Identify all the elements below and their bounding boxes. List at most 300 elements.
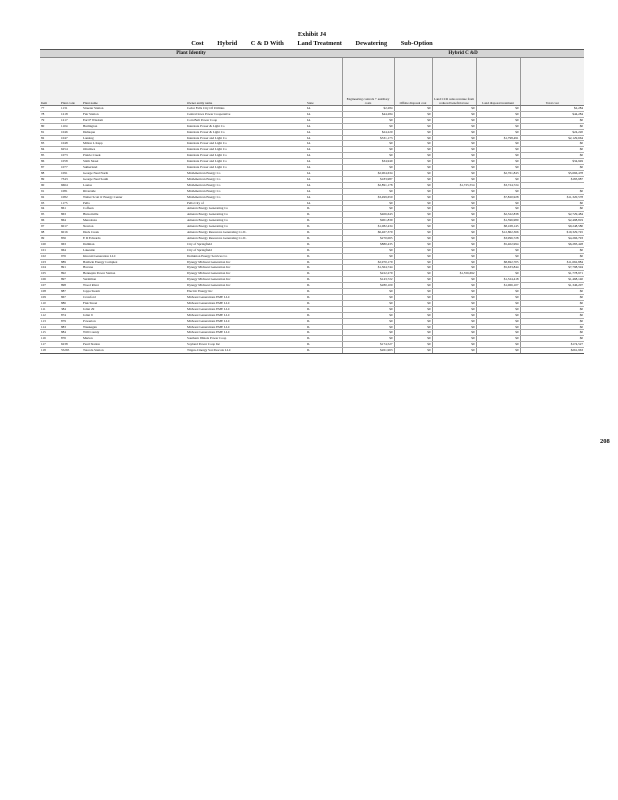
cell-land: $0 <box>476 141 520 147</box>
cell-item: 116 <box>40 336 60 342</box>
cell-owner: Central Iowa Power Cooperative <box>186 111 306 117</box>
cell-total: $0 <box>520 300 584 306</box>
cell-land: $0 <box>476 318 520 324</box>
cell-eng: $183,987 <box>342 176 394 182</box>
cell-ccr: $0 <box>432 106 476 112</box>
cell-total: $0 <box>520 188 584 194</box>
cell-eng: $406,643 <box>342 212 394 218</box>
title-word: Land Treatment <box>297 40 342 47</box>
cell-eng: $0 <box>342 330 394 336</box>
cell-land: $0 <box>476 111 520 117</box>
cell-offsite: $0 <box>394 253 432 259</box>
cell-item: 102 <box>40 253 60 259</box>
cell-item: 90 <box>40 182 60 188</box>
cell-name: Sixth Street <box>82 159 186 165</box>
cell-state: IA <box>306 117 342 123</box>
cell-state: IA <box>306 170 342 176</box>
cell-item: 85 <box>40 153 60 159</box>
cell-ccr: $0 <box>432 224 476 230</box>
table-row <box>40 348 584 354</box>
cell-item: 112 <box>40 312 60 318</box>
cell-total: $0 <box>520 289 584 295</box>
cell-offsite: $0 <box>394 200 432 206</box>
title-word: Dewatering <box>355 40 388 47</box>
cell-land: $0 <box>476 336 520 342</box>
cell-offsite: $0 <box>394 106 432 112</box>
cell-offsite: $0 <box>394 153 432 159</box>
cell-state: IL <box>306 295 342 301</box>
cell-owner: Midwest Generations EME LLC <box>186 306 306 312</box>
cell-eng: $880,435 <box>342 241 394 247</box>
cell-ccr: $0 <box>432 318 476 324</box>
cell-land: $0 <box>476 306 520 312</box>
cell-item: 80 <box>40 123 60 129</box>
cell-ccr: $0 <box>432 218 476 224</box>
cell-offsite: $0 <box>394 306 432 312</box>
cell-offsite: $0 <box>394 165 432 171</box>
cell-code: 889 <box>60 259 82 265</box>
cell-offsite: $0 <box>394 230 432 236</box>
cell-eng: $1,082,434 <box>342 224 394 230</box>
cell-item: 117 <box>40 342 60 348</box>
cell-eng: $44,284 <box>342 111 394 117</box>
cell-code: 897 <box>60 277 82 283</box>
cell-land: $0 <box>476 253 520 259</box>
cell-name: Joliet 9 <box>82 312 186 318</box>
cell-land: $5,402,994 <box>476 241 520 247</box>
cell-item: 100 <box>40 241 60 247</box>
cell-land: $3,996,728 <box>476 235 520 241</box>
cell-owner: Southern Illinois Power Coop <box>186 336 306 342</box>
cell-state: IL <box>306 265 342 271</box>
cell-code: 876 <box>60 336 82 342</box>
cell-total: $34,949 <box>520 159 584 165</box>
cell-total: $7,798,594 <box>520 265 584 271</box>
cell-eng: $0 <box>342 206 394 212</box>
cell-code: 1091 <box>60 170 82 176</box>
cell-offsite: $0 <box>394 277 432 283</box>
cell-eng: $0 <box>342 147 394 153</box>
cell-ccr: $0 <box>432 259 476 265</box>
cell-owner: Soyland Power Coop Inc <box>186 342 306 348</box>
cell-eng: $0 <box>342 312 394 318</box>
cell-state: IL <box>306 247 342 253</box>
cell-ccr: $0 <box>432 265 476 271</box>
cell-total: $0 <box>520 253 584 259</box>
cell-item: 107 <box>40 283 60 289</box>
cell-owner: Interstate Power and Light Co <box>186 141 306 147</box>
cell-name: Waukegan <box>82 324 186 330</box>
cell-item: 81 <box>40 129 60 135</box>
cell-item: 96 <box>40 218 60 224</box>
cell-code: 964 <box>60 247 82 253</box>
cell-name: Dubuque <box>82 129 186 135</box>
cell-state: IA <box>306 176 342 182</box>
cell-total: $1,468,140 <box>520 277 584 283</box>
cell-state: IA <box>306 129 342 135</box>
cell-owner: Ameren Energy Resources Generating Co IL <box>186 230 306 236</box>
cell-offsite: $0 <box>394 176 432 182</box>
cell-eng: $0 <box>342 253 394 259</box>
cell-code: 883 <box>60 324 82 330</box>
cell-state: IL <box>306 277 342 283</box>
cell-ccr: $0 <box>432 147 476 153</box>
exhibit-title: Exhibit J4 <box>297 31 327 38</box>
cell-state: IA <box>306 159 342 165</box>
cell-offsite: $0 <box>394 318 432 324</box>
cell-state: IL <box>306 289 342 295</box>
cell-total: $0 <box>520 123 584 129</box>
cell-ccr: $0 <box>432 253 476 259</box>
cell-ccr: $0 <box>432 283 476 289</box>
cell-owner: Dynegy Midwest Generation Inc <box>186 277 306 283</box>
cell-total: $19,329,745 <box>520 230 584 236</box>
cell-land: $8,692,705 <box>476 259 520 265</box>
cell-total: $44,284 <box>520 111 584 117</box>
cell-name: Walter Scott Jr Energy Center <box>82 194 186 200</box>
cell-ccr: $0 <box>432 206 476 212</box>
cell-item: 101 <box>40 247 60 253</box>
cell-code: 886 <box>60 300 82 306</box>
cell-eng: $1,364,744 <box>342 265 394 271</box>
cell-ccr: $0 <box>432 117 476 123</box>
cell-owner: Midwest Generations EME LLC <box>186 312 306 318</box>
cell-owner: Midwest Generations EME LLC <box>186 300 306 306</box>
cell-total: $0 <box>520 165 584 171</box>
cell-eng: $0 <box>342 324 394 330</box>
cell-ccr: $0 <box>432 300 476 306</box>
cell-offsite: $0 <box>394 342 432 348</box>
cell-state: IA <box>306 188 342 194</box>
cell-code: 1048 <box>60 141 82 147</box>
cell-name: Hutsonville <box>82 212 186 218</box>
column-header-row <box>40 58 584 106</box>
cell-total: $0 <box>520 324 584 330</box>
table-body <box>40 106 584 354</box>
cell-name: Tuscola Station <box>82 348 186 354</box>
cell-name: Baldwin Energy Complex <box>82 259 186 265</box>
cell-state: IA <box>306 182 342 188</box>
cell-code: 55265 <box>60 348 82 354</box>
cell-land: $0 <box>476 295 520 301</box>
cell-name: Lakeside <box>82 247 186 253</box>
cell-state: IL <box>306 342 342 348</box>
cell-eng: $222,279 <box>342 271 394 277</box>
cell-state: IA <box>306 135 342 141</box>
cell-ccr: $0 <box>432 235 476 241</box>
cell-state: IL <box>306 224 342 230</box>
cell-state: IL <box>306 212 342 218</box>
cell-total: $2,129,664 <box>520 135 584 141</box>
cell-offsite: $0 <box>394 283 432 289</box>
cell-eng: $0 <box>342 188 394 194</box>
cell-name: George Neal North <box>82 170 186 176</box>
cell-ccr: $0 <box>432 188 476 194</box>
cell-owner: Dominion Energy Services Co <box>186 253 306 259</box>
cell-offsite: $0 <box>394 336 432 342</box>
cell-land: $1,324,418 <box>476 277 520 283</box>
cell-code: 884 <box>60 330 82 336</box>
cell-owner: Pella City of <box>186 200 306 206</box>
col-header-owner: Owner entity name <box>186 58 306 106</box>
cell-offsite: $0 <box>394 241 432 247</box>
cell-owner: Interstate Power and Light Co <box>186 147 306 153</box>
cell-total: $0 <box>520 206 584 212</box>
cell-owner: Midwest Generations EME LLC <box>186 318 306 324</box>
cell-land: $0 <box>476 289 520 295</box>
cell-eng: $2,970,179 <box>342 259 394 265</box>
cell-land: $2,761,843 <box>476 170 520 176</box>
cost-table <box>40 50 584 354</box>
cell-code: 874 <box>60 312 82 318</box>
cell-state: IL <box>306 318 342 324</box>
cell-name: Ottumwa <box>82 147 186 153</box>
cell-owner: Midwest Generations EME LLC <box>186 330 306 336</box>
cell-land: $0 <box>476 117 520 123</box>
cell-state: IA <box>306 111 342 117</box>
cell-owner: Ameren Energy Generating Co <box>186 206 306 212</box>
cell-total: $261,963 <box>520 348 584 354</box>
cell-land: $1,798,491 <box>476 135 520 141</box>
cell-name: Newton <box>82 224 186 230</box>
col-header-code: Plant code <box>60 58 82 106</box>
cell-item: 77 <box>40 106 60 112</box>
col-header-eng: Engineering controls + auxiliary costs <box>342 58 394 106</box>
cell-ccr: $0 <box>432 289 476 295</box>
cell-name: Milton L Kapp <box>82 141 186 147</box>
cell-total: $9,248,580 <box>520 224 584 230</box>
cell-eng: $24,220 <box>342 129 394 135</box>
cell-total: $6,283,428 <box>520 241 584 247</box>
cell-total: $11,320,578 <box>520 194 584 200</box>
cell-offsite: $0 <box>394 182 432 188</box>
cell-state: IL <box>306 230 342 236</box>
cell-item: 87 <box>40 165 60 171</box>
cell-owner: Midwest Generations EME LLC <box>186 295 306 301</box>
page-number: 208 <box>600 438 610 445</box>
cell-owner: Ameren Energy Generating Co <box>186 224 306 230</box>
cell-ccr: $0 <box>432 336 476 342</box>
cell-eng: $34,949 <box>342 159 394 165</box>
cell-state: IL <box>306 348 342 354</box>
cell-offsite: $0 <box>394 212 432 218</box>
title-word: Sub-Option <box>400 40 433 47</box>
cell-code: 1131 <box>60 106 82 112</box>
cell-name: Crawford <box>82 295 186 301</box>
cell-offsite: $0 <box>394 330 432 336</box>
cell-offsite: $0 <box>394 271 432 277</box>
cell-ccr: $0 <box>432 295 476 301</box>
cell-total: $4,266,793 <box>520 235 584 241</box>
cell-total: $0 <box>520 318 584 324</box>
cell-state: IL <box>306 253 342 259</box>
cell-ccr: $0 <box>432 306 476 312</box>
cell-total: $5,666,478 <box>520 170 584 176</box>
cell-offsite: $0 <box>394 312 432 318</box>
cell-code: 1217 <box>60 117 82 123</box>
cell-state: IA <box>306 200 342 206</box>
cell-name: Will County <box>82 330 186 336</box>
cell-owner: MidAmerican Energy Co <box>186 182 306 188</box>
cell-state: IL <box>306 336 342 342</box>
cell-item: 92 <box>40 194 60 200</box>
cell-ccr: $0 <box>432 312 476 318</box>
cell-land: $7,820,928 <box>476 194 520 200</box>
cell-land: $5,633,844 <box>476 265 520 271</box>
cell-item: 94 <box>40 206 60 212</box>
cell-offsite: $0 <box>394 170 432 176</box>
cell-ccr: $0 <box>432 111 476 117</box>
cell-owner: Dynegy Midwest Generation Inc <box>186 271 306 277</box>
cell-code: 887 <box>60 289 82 295</box>
cell-eng: $0 <box>342 123 394 129</box>
cell-eng: $270,065 <box>342 235 394 241</box>
cell-item: 89 <box>40 176 60 182</box>
cell-ccr: $0 <box>432 200 476 206</box>
cell-ccr: $0 <box>432 153 476 159</box>
cell-offsite: $0 <box>394 194 432 200</box>
cell-name: Pearl Station <box>82 342 186 348</box>
cell-name: Lansing <box>82 135 186 141</box>
cell-total: $2,284 <box>520 106 584 112</box>
cell-land: $12,862,366 <box>476 230 520 236</box>
cell-state: IL <box>306 218 342 224</box>
cell-eng: $174,527 <box>342 342 394 348</box>
cell-land: $0 <box>476 342 520 348</box>
cell-item: 109 <box>40 295 60 301</box>
cell-land: $8,168,145 <box>476 224 520 230</box>
document-sheet <box>40 30 584 354</box>
cell-code: 1077 <box>60 165 82 171</box>
cell-eng: $331,173 <box>342 135 394 141</box>
cell-owner: Electric Energy Inc <box>186 289 306 295</box>
cell-land: $0 <box>476 123 520 129</box>
cell-name: Fisk Street <box>82 300 186 306</box>
cell-ccr: $0 <box>432 342 476 348</box>
cell-name: Fair Station <box>82 111 186 117</box>
cell-land: $2,322,838 <box>476 212 520 218</box>
cell-name: Wood River <box>82 283 186 289</box>
cell-total: $0 <box>520 312 584 318</box>
title-word: C & D With <box>250 40 284 47</box>
cell-ccr: $0 <box>432 123 476 129</box>
cell-code: 6238 <box>60 342 82 348</box>
cell-name: Marion <box>82 336 186 342</box>
cell-total: $1,778,971 <box>520 271 584 277</box>
cell-item: 115 <box>40 330 60 336</box>
title-block <box>40 30 584 50</box>
cell-ccr: $0 <box>432 135 476 141</box>
cell-eng: $0 <box>342 289 394 295</box>
col-header-item: Item <box>40 58 60 106</box>
cell-eng: $0 <box>342 153 394 159</box>
cell-offsite: $0 <box>394 129 432 135</box>
cell-total: $0 <box>520 147 584 153</box>
cell-name: Joppa Steam <box>82 289 186 295</box>
cell-code: 1104 <box>60 123 82 129</box>
cell-code: 867 <box>60 295 82 301</box>
cell-ccr: $0 <box>432 324 476 330</box>
cell-offsite: $0 <box>394 218 432 224</box>
cell-name: E D Edwards <box>82 235 186 241</box>
cell-ccr: $0 <box>432 129 476 135</box>
cell-item: 98 <box>40 230 60 236</box>
cell-state: IL <box>306 306 342 312</box>
cell-eng: $0 <box>342 300 394 306</box>
cell-state: IL <box>306 259 342 265</box>
report-title <box>40 39 584 50</box>
cell-land: $0 <box>476 159 520 165</box>
cell-land: $0 <box>476 300 520 306</box>
cell-total: $2,729,484 <box>520 212 584 218</box>
cell-item: 86 <box>40 159 60 165</box>
cell-item: 88 <box>40 170 60 176</box>
cell-code: 1218 <box>60 111 82 117</box>
cell-offsite: $0 <box>394 135 432 141</box>
cell-state: IL <box>306 283 342 289</box>
cell-eng: $280,100 <box>342 283 394 289</box>
cell-code: 864 <box>60 218 82 224</box>
cell-code: 891 <box>60 265 82 271</box>
cell-total: $24,220 <box>520 129 584 135</box>
cell-state: IA <box>306 141 342 147</box>
cell-name: Powerton <box>82 318 186 324</box>
cell-total: $2,498,819 <box>520 218 584 224</box>
cell-offsite: $0 <box>394 123 432 129</box>
cell-code: 1073 <box>60 153 82 159</box>
cell-code: 1058 <box>60 159 82 165</box>
cell-total: $1,346,207 <box>520 283 584 289</box>
cell-item: 114 <box>40 324 60 330</box>
cell-eng: $0 <box>342 318 394 324</box>
cell-name: Meredosia <box>82 218 186 224</box>
cell-item: 83 <box>40 141 60 147</box>
cell-offsite: $0 <box>394 265 432 271</box>
cell-state: IA <box>306 106 342 112</box>
cell-owner: Interstate Power and Light Co <box>186 159 306 165</box>
cell-total: $0 <box>520 295 584 301</box>
cell-item: 111 <box>40 306 60 312</box>
cell-name: Sutherland <box>82 165 186 171</box>
col-header-name: Plant name <box>82 58 186 106</box>
cell-eng: $0 <box>342 306 394 312</box>
cell-ccr: $0 <box>432 212 476 218</box>
cell-state: IL <box>306 271 342 277</box>
cell-name: Hennepin Power Station <box>82 271 186 277</box>
cell-item: 82 <box>40 135 60 141</box>
cell-land: $0 <box>476 200 520 206</box>
cell-offsite: $0 <box>394 289 432 295</box>
cell-item: 108 <box>40 289 60 295</box>
cell-owner: Interstate Power & Light Co <box>186 129 306 135</box>
cell-item: 118 <box>40 348 60 354</box>
cell-land: $0 <box>476 106 520 112</box>
cell-name: George Neal South <box>82 176 186 182</box>
cell-eng: $0 <box>342 295 394 301</box>
cell-owner: Midwest Generations EME LLC <box>186 324 306 330</box>
cell-owner: Interstate Power and Light Co <box>186 153 306 159</box>
cell-total: $0 <box>520 117 584 123</box>
cell-code: 1047 <box>60 135 82 141</box>
cell-land: $0 <box>476 271 520 277</box>
cell-offsite: $0 <box>394 141 432 147</box>
cell-state: IL <box>306 330 342 336</box>
cell-ccr: $1,556,692 <box>432 271 476 277</box>
cell-offsite: $0 <box>394 147 432 153</box>
cell-land: $0 <box>476 176 520 182</box>
cell-state: IL <box>306 235 342 241</box>
cell-ccr: $0 <box>432 330 476 336</box>
